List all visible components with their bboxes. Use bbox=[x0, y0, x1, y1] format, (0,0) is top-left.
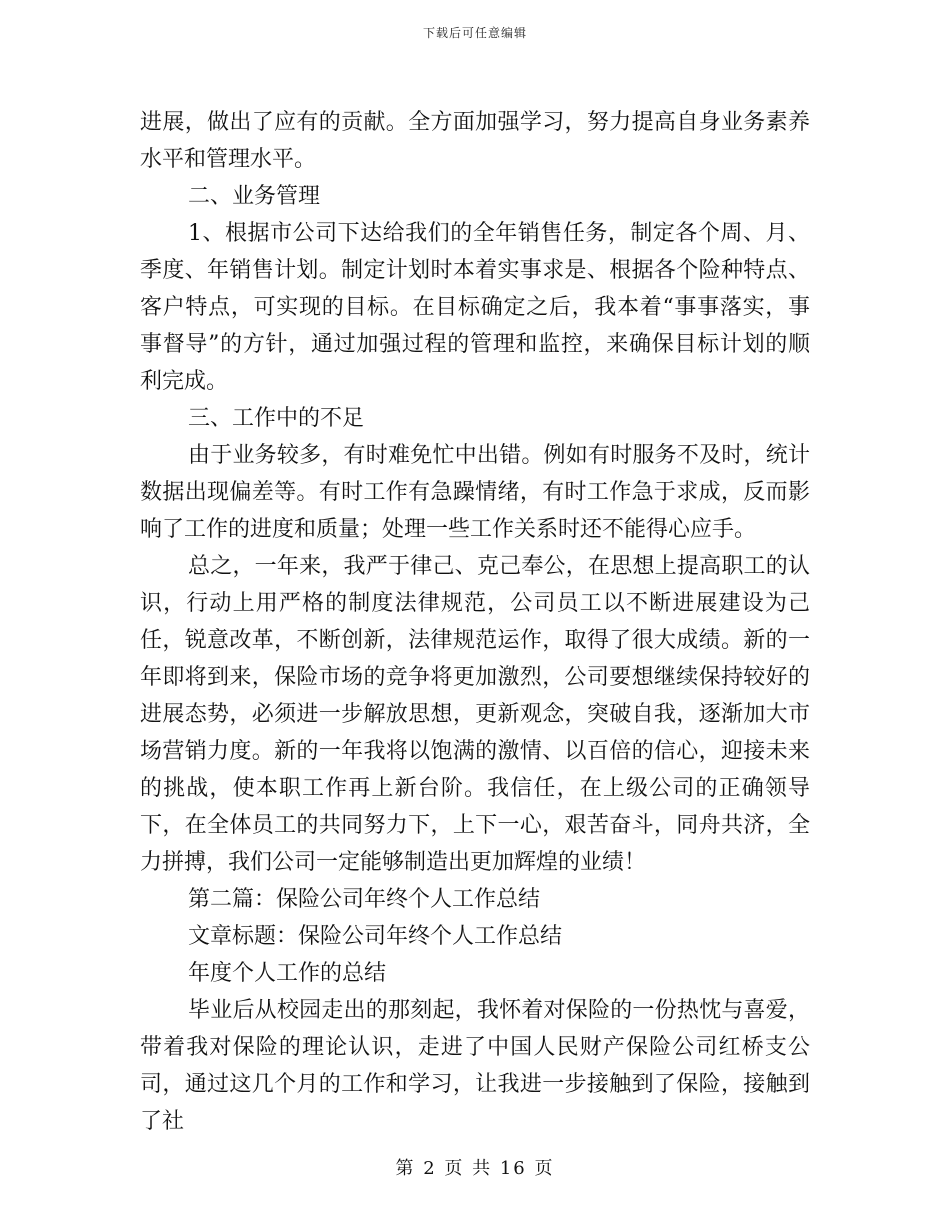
article-title: 文章标题：保险公司年终个人工作总结 bbox=[188, 924, 563, 949]
paragraph-summary: 总之，一年来，我严于律己、克己奉公，在思想上提高职工的认识，行动上用严格的制度法律规范，公司员工以不断进展建设为己任，锐意改革，不断创新，法律规范运作，取得了很大成绩。新的一年即将到来，保险市场的竞争将更加激烈，公司要想继续保持较好的进展态势，必须进一步解放思想，更新观念，突破自我，逐渐加大市场营销力度。新的一年我将以饱满的激情、以百倍的信心，迎接未来的挑战，使本职工作再上新台阶。我信任，在上级公司的正确领导下，在全体员工的共同努力下，上下一心，艰苦奋斗，同舟共济，全力拼搏，我们公司一定能够制造出更加辉煌的业绩！ bbox=[140, 554, 810, 875]
page-number-footer: 第 2 页 共 16 页 bbox=[395, 1158, 555, 1179]
page-header: 下载后可任意编辑 bbox=[422, 26, 527, 40]
document-body bbox=[140, 104, 810, 1140]
article-subtitle: 年度个人工作的总结 bbox=[188, 961, 387, 986]
article-part-title: 第二篇：保险公司年终个人工作总结 bbox=[188, 887, 541, 912]
paragraph-continuation: 进展，做出了应有的贡献。全方面加强学习，努力提高自身业务素养水平和管理水平。 bbox=[140, 110, 810, 172]
section-heading-business-management: 二、业务管理 bbox=[188, 184, 321, 209]
paragraph-graduation: 毕业后从校园走出的那刻起，我怀着对保险的一份热忱与喜爱，带着我对保险的理论认识，走进了中国人民财产保险公司红桥支公司，通过这几个月的工作和学习，让我进一步接触到了保险，接触到了社 bbox=[140, 998, 810, 1134]
paragraph-shortcomings: 由于业务较多，有时难免忙中出错。例如有时服务不及时，统计数据出现偏差等。有时工作有急躁情绪，有时工作急于求成，反而影响了工作的进度和质量；处理一些工作关系时还不能得心应手。 bbox=[140, 443, 810, 542]
section-heading-shortcomings: 三、工作中的不足 bbox=[188, 406, 365, 431]
paragraph-sales-plan: 1、根据市公司下达给我们的全年销售任务，制定各个周、月、季度、年销售计划。制定计划时本着实事求是、根据各个险种特点、客户特点，可实现的目标。在目标确定之后，我本着“事事落实，事事督导”的方针，通过加强过程的管理和监控，来确保目标计划的顺利完成。 bbox=[140, 221, 810, 394]
